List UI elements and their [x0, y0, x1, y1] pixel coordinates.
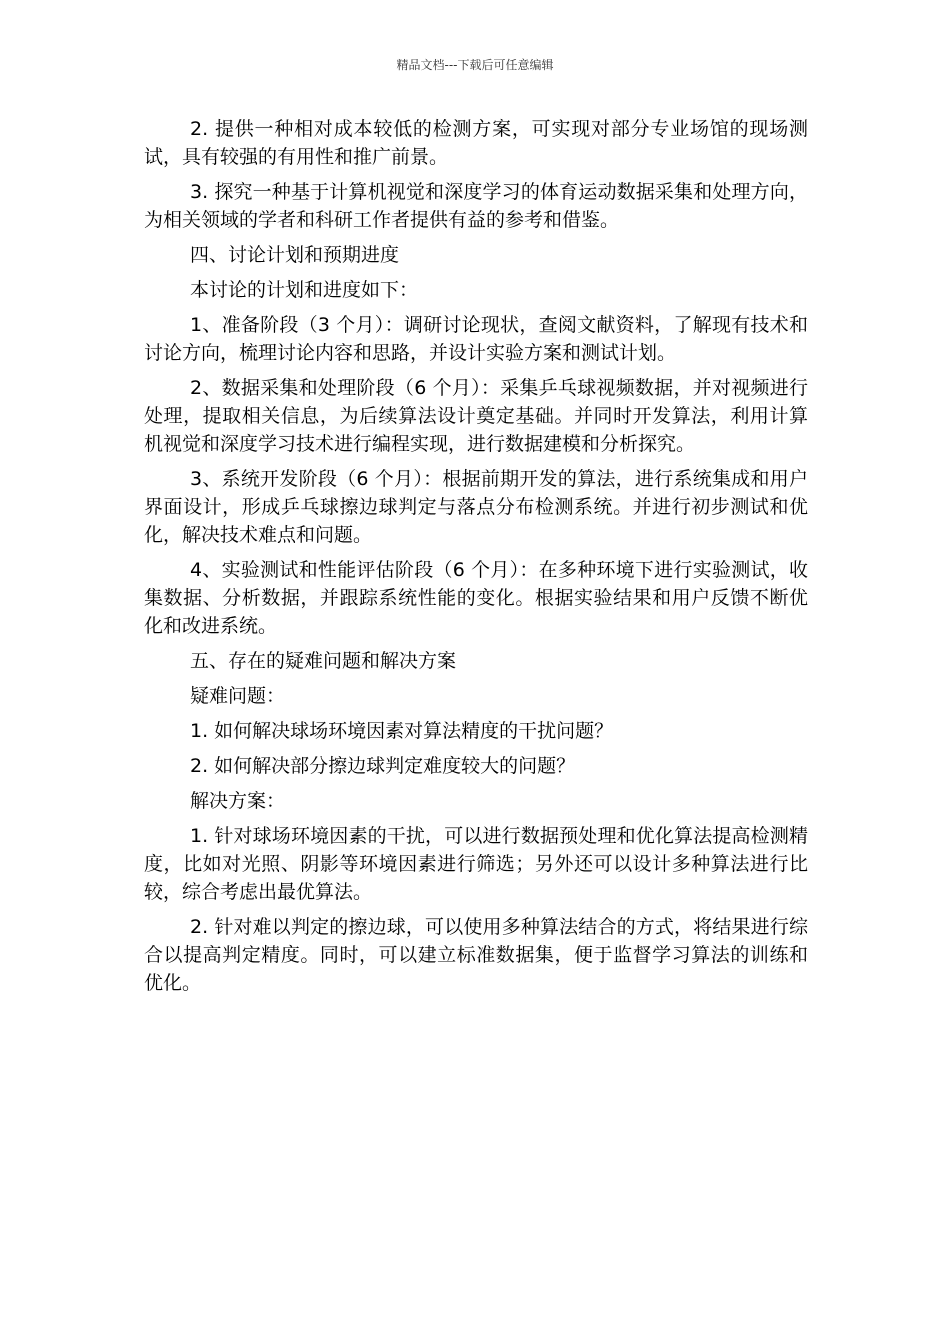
- paragraph-problem-2: 2. 如何解决部分擦边球判定难度较大的问题？: [190, 755, 576, 777]
- paragraph-plan-stage-3: 3、系统开发阶段（6 个月）：根据前期开发的算法，进行系统集成和用户界面设计，形成乒乓球擦边球判定与落点分布检测系统。并进行初步测试和优化，解决技术难点和问题。: [144, 468, 808, 546]
- paragraph-plan-intro: 本讨论的计划和进度如下：: [190, 279, 419, 301]
- subheading-problems: 疑难问题：: [190, 685, 286, 707]
- subheading-solutions: 解决方案：: [190, 790, 286, 812]
- paragraph-problem-1: 1. 如何解决球场环境因素对算法精度的干扰问题？: [190, 720, 614, 742]
- paragraph-plan-stage-2: 2、数据采集和处理阶段（6 个月）：采集乒乓球视频数据，并对视频进行处理，提取相关信息，为后续算法设计奠定基础。并同时开发算法，利用计算机视觉和深度学习技术进行编程实现，进行数据建模和分析探究。: [144, 377, 808, 455]
- paragraph-goal-3: 3. 探究一种基于计算机视觉和深度学习的体育运动数据采集和处理方向，为相关领域的学者和科研工作者提供有益的参考和借鉴。: [144, 181, 808, 231]
- paragraph-plan-stage-4: 4、实验测试和性能评估阶段（6 个月）：在多种环境下进行实验测试，收集数据、分析数据，并跟踪系统性能的变化。根据实验结果和用户反馈不断优化和改进系统。: [144, 559, 808, 637]
- paragraph-solution-1: 1. 针对球场环境因素的干扰，可以进行数据预处理和优化算法提高检测精度，比如对光照、阴影等环境因素进行筛选；另外还可以设计多种算法进行比较，综合考虑出最优算法。: [144, 825, 808, 903]
- section-heading-plan: 四、讨论计划和预期进度: [190, 244, 400, 266]
- page-header: 精品文档---下载后可任意编辑: [396, 58, 554, 72]
- paragraph-goal-2: 2. 提供一种相对成本较低的检测方案，可实现对部分专业场馆的现场测试，具有较强的有用性和推广前景。: [144, 118, 808, 168]
- paragraph-solution-2: 2. 针对难以判定的擦边球，可以使用多种算法结合的方式，将结果进行综合以提高判定精度。同时，可以建立标准数据集，便于监督学习算法的训练和优化。: [144, 916, 808, 994]
- paragraph-plan-stage-1: 1、准备阶段（3 个月）：调研讨论现状，查阅文献资料，了解现有技术和讨论方向，梳理讨论内容和思路，并设计实验方案和测试计划。: [144, 314, 808, 364]
- section-heading-problems: 五、存在的疑难问题和解决方案: [190, 650, 457, 672]
- document-body: [144, 115, 808, 1004]
